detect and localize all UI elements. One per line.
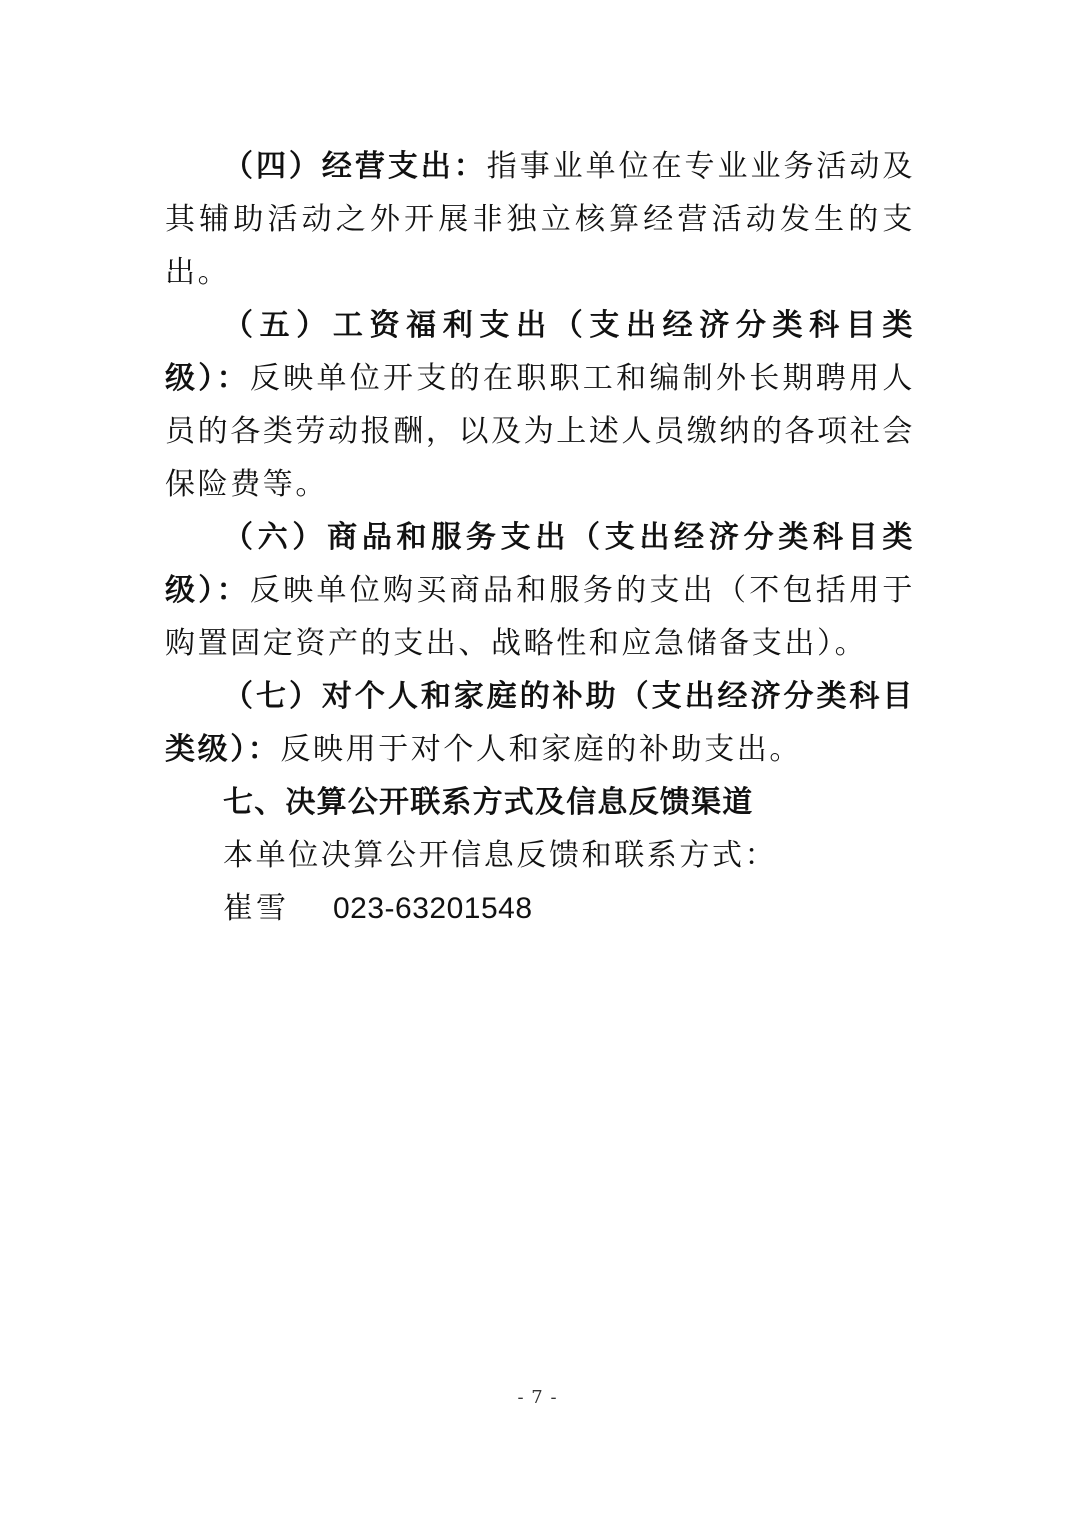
section-text: 指事业单位在专业业务活动及其辅助活动之外开展非独立核算经营活动发生的支出。: [165, 149, 915, 290]
section-text: 反映单位开支的在职职工和编制外长期聘用人员的各类劳动报酬，以及为上述人员缴纳的各项社会保险费等。: [165, 361, 915, 502]
section-salary-welfare-expenditure: [165, 299, 915, 511]
section-goods-services-expenditure: [165, 511, 915, 670]
contact-section-heading: 七、决算公开联系方式及信息反馈渠道: [223, 785, 754, 820]
page-content: [165, 140, 915, 935]
section-lead: （七）对个人和家庭的补助（支出经济分类科目类级）：: [165, 679, 915, 767]
section-lead: （六）商品和服务支出（支出经济分类科目类级）：: [165, 520, 915, 608]
contact-name: 崔雪: [223, 891, 289, 926]
section-lead: （五）工资福利支出（支出经济分类科目类级）：: [165, 308, 915, 396]
section-text: 反映单位购买商品和服务的支出（不包括用于购置固定资产的支出、战略性和应急储备支出）。: [165, 573, 915, 661]
contact-intro: 本单位决算公开信息反馈和联系方式：: [223, 838, 778, 873]
contact-line: [165, 882, 915, 935]
section-lead: （四）经营支出：: [223, 149, 487, 184]
section-business-expenditure: [165, 140, 915, 299]
page-number: - 7 -: [517, 1387, 558, 1408]
contact-phone: 023-63201548: [333, 892, 533, 925]
section-text: 反映用于对个人和家庭的补助支出。: [280, 732, 803, 767]
section-household-subsidy: [165, 670, 915, 776]
